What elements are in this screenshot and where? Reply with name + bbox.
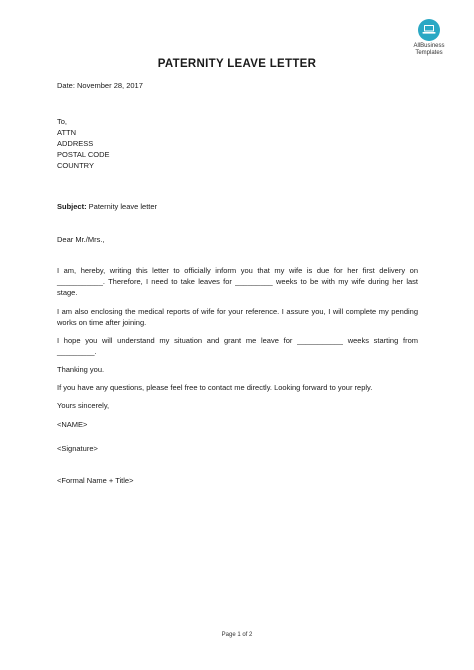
laptop-icon (418, 19, 440, 41)
address-line-country: COUNTRY (57, 161, 94, 170)
name-placeholder: <NAME> (57, 420, 88, 429)
body-paragraph-2: I am also enclosing the medical reports of wife for your reference. I assure you, I will complete my pending works on time after joining. (57, 307, 418, 327)
questions-line: If you have any questions, please feel free to contact me directly. Looking forward to your reply. (57, 383, 373, 392)
logo-text-line2: Templates (415, 50, 443, 56)
letter-title: PATERNITY LEAVE LETTER (157, 58, 317, 70)
brand-logo (409, 19, 449, 57)
letter-date: Date: November 28, 2017 (57, 81, 143, 90)
subject-text: Paternity leave letter (86, 202, 158, 211)
subject-line (57, 201, 157, 212)
logo-text-line1: AllBusiness (413, 43, 445, 49)
thanks-line: Thanking you. (57, 365, 105, 374)
page-number: Page 1 of 2 (221, 632, 253, 638)
body-paragraph-1: I am, hereby, writing this letter to officially inform you that my wife is due for her first delivery on ___________. Therefore, I need to take leaves for _________ weeks to be with my wife during her last stage. (57, 266, 418, 297)
address-line-attn: ATTN (57, 128, 77, 137)
formal-name-placeholder: <Formal Name + Title> (57, 476, 134, 485)
body-paragraph-3: I hope you will understand my situation and grant me leave for ___________ weeks starting from _________. (57, 336, 418, 356)
salutation: Dear Mr./Mrs., (57, 235, 105, 244)
signature-placeholder: <Signature> (57, 444, 98, 453)
address-line-postal: POSTAL CODE (57, 150, 110, 159)
closing-line: Yours sincerely, (57, 401, 110, 410)
subject-label: Subject: (57, 202, 87, 211)
address-line-address: ADDRESS (57, 139, 94, 148)
address-line-to: To, (57, 117, 68, 126)
